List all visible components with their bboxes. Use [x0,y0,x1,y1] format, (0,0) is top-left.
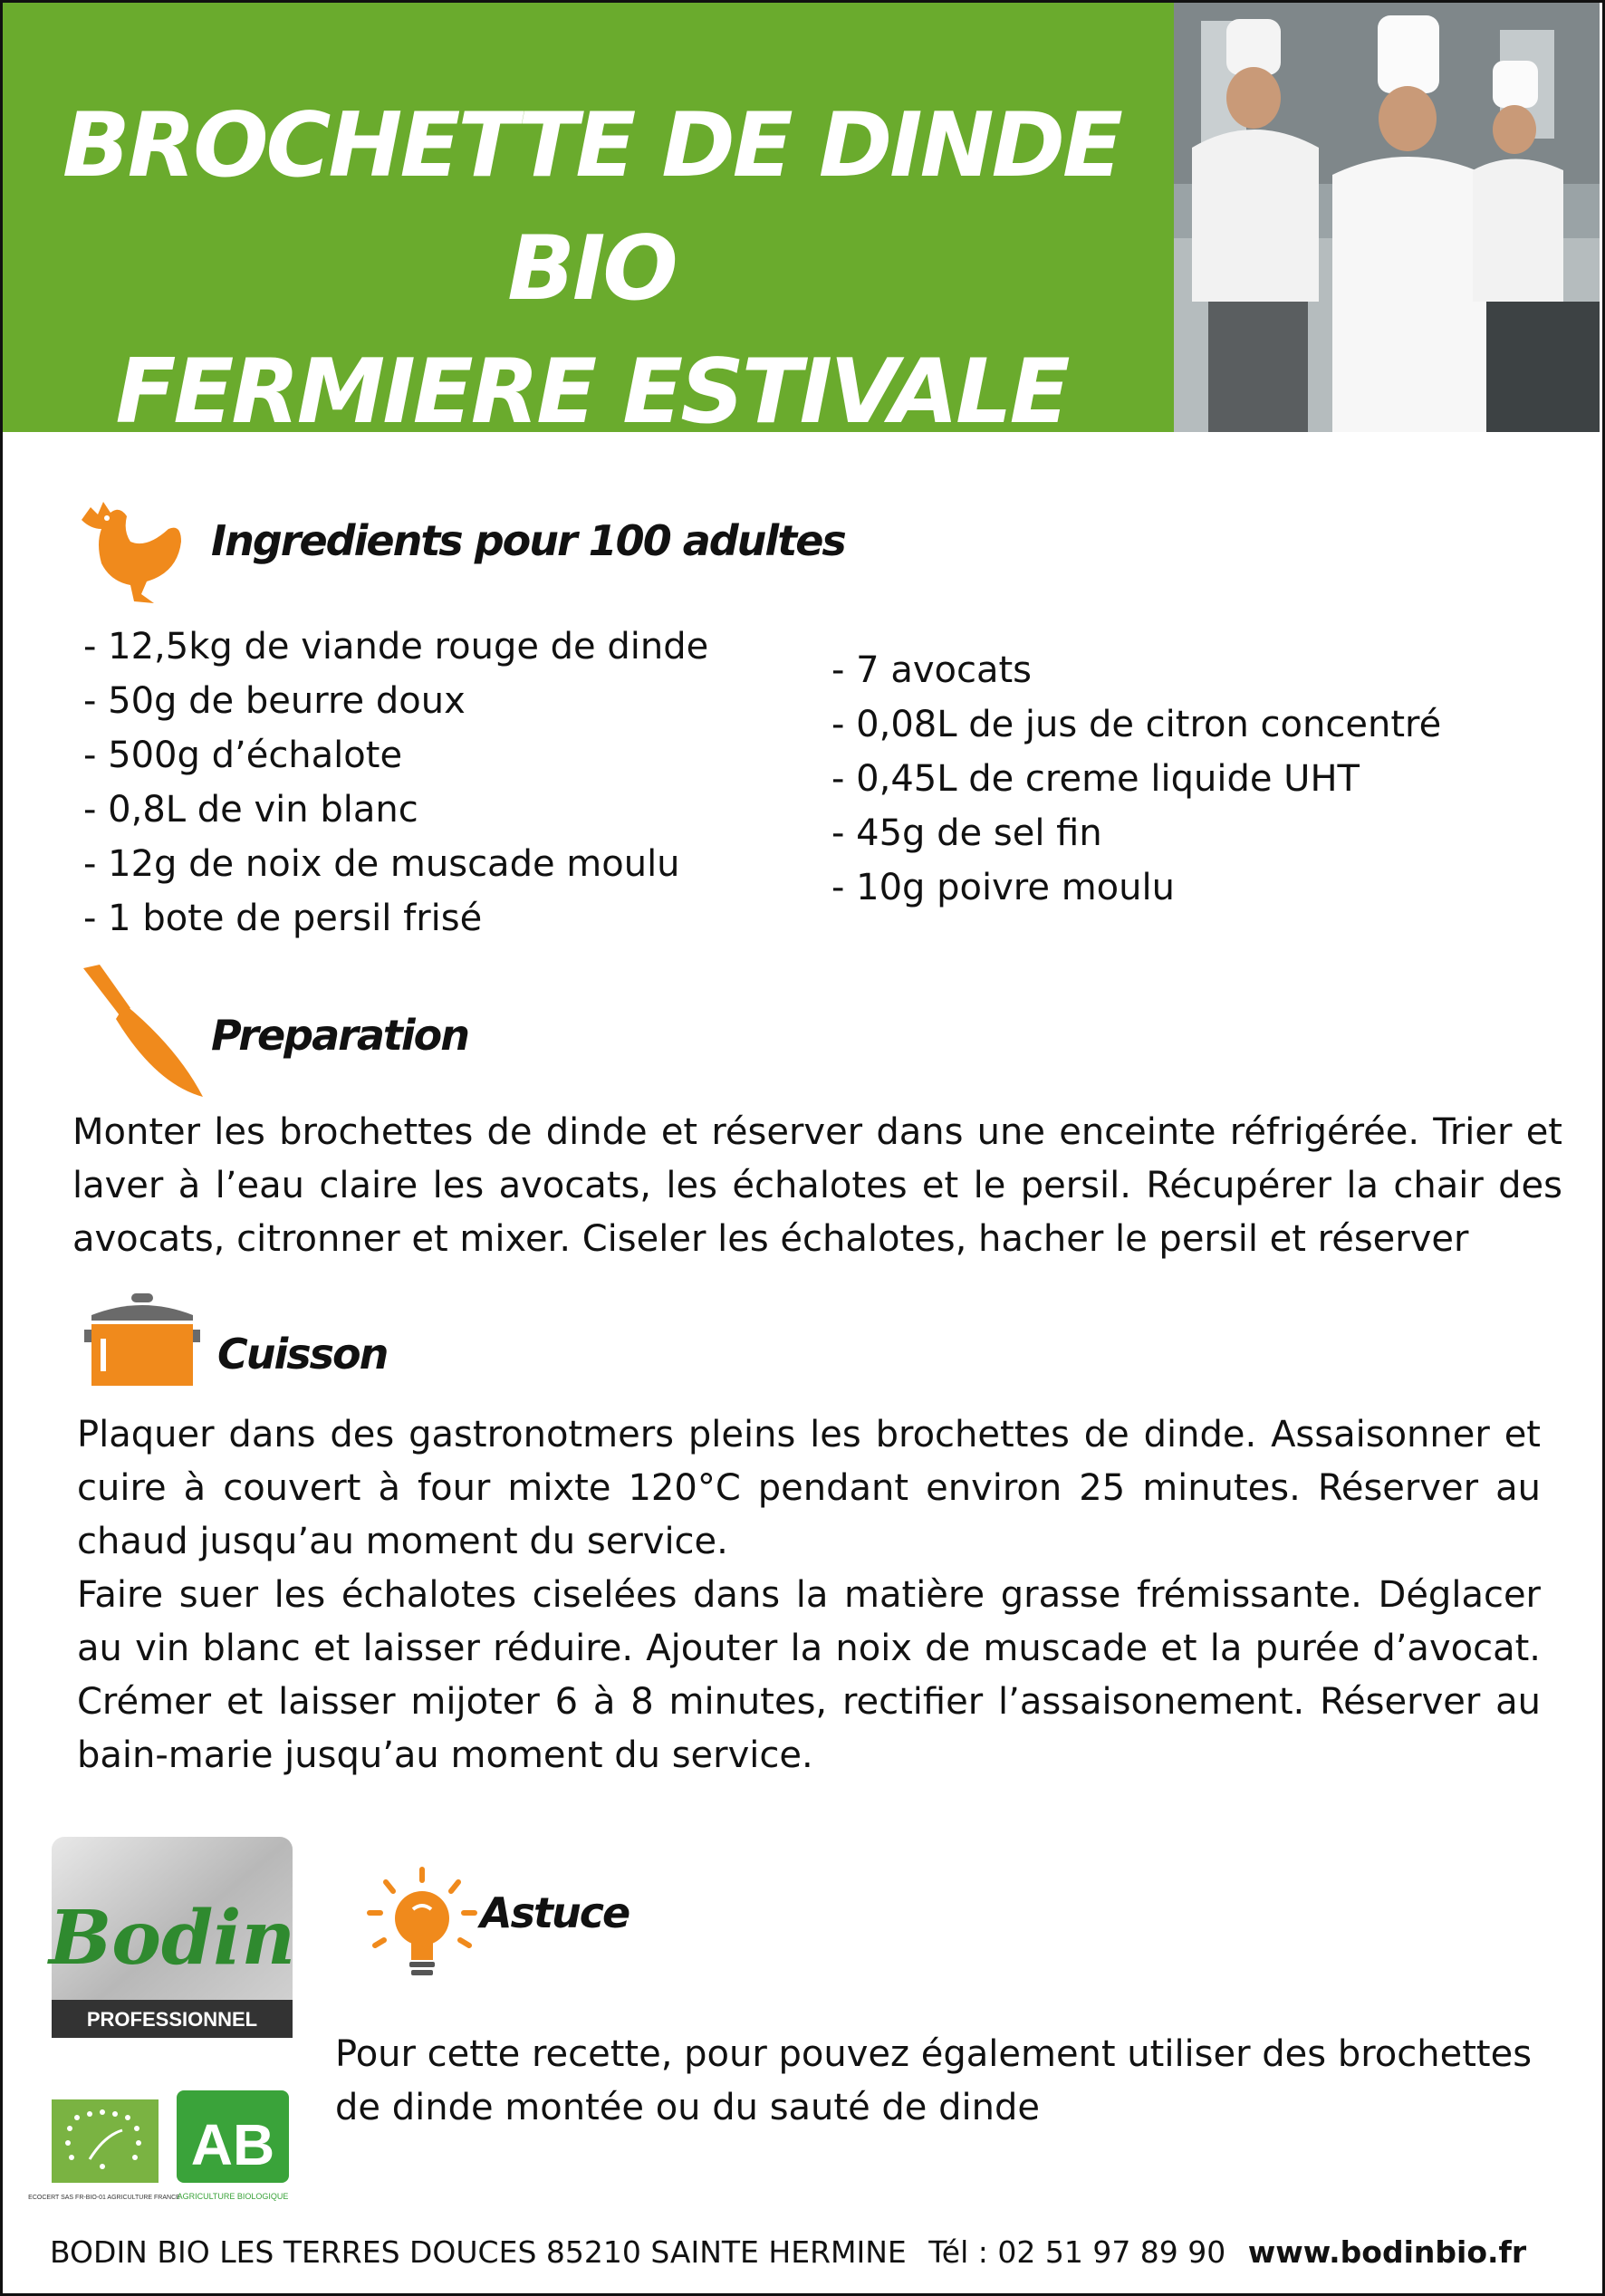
cuisson-paragraph-2: Faire suer les échalotes ciselées dans la matière grasse frémissante. Déglacer au vin blanc et laisser réduire. Ajouter la noix de muscade et la purée d’avocat. Crémer et laisser mijoter 6 à 8 minutes, rectifier l’assaisonement. Réserver au bain-marie jusqu’au moment du service. [77,1574,1541,1776]
ingredients-heading: Ingredients pour 100 adultes [211,516,845,565]
title-line-1: BROCHETTE DE DINDE BIO [62,94,1120,321]
eu-organic-label: ECOCERT SAS FR-BIO-01 AGRICULTURE FRANCE [28,2195,180,2201]
bodin-brand-text: Bodin [48,1895,296,1982]
title-banner [3,3,1174,444]
knife-icon [80,965,207,1100]
page-title [57,84,1126,454]
list-item: - 12,5kg de viande rouge de dinde [83,626,709,668]
footer-website: www.bodinbio.fr [1247,2234,1527,2270]
ab-logo-letters: AB [190,2112,275,2177]
list-item: - 500g d’échalote [83,735,403,776]
footer-address: BODIN BIO LES TERRES DOUCES 85210 SAINTE HERMINE [50,2234,907,2270]
list-item: - 50g de beurre doux [83,680,466,722]
cuisson-paragraph-1: Plaquer dans des gastronotmers pleins les brochettes de dinde. Assaisonner et cuire à couvert à four mixte 120°C pendant environ 25 minutes. Réserver au chaud jusqu’au moment du service. [77,1414,1541,1562]
preparation-heading: Preparation [211,1011,468,1060]
list-item: - 7 avocats [831,649,1032,691]
astuce-heading: Astuce [480,1888,630,1937]
chefs-photo [1174,3,1600,432]
footer-phone: Tél : 02 51 97 89 90 [928,2234,1226,2270]
cooking-pot-icon [84,1293,200,1388]
list-item: - 45g de sel fin [831,812,1102,854]
ab-logo-label: AGRICULTURE BIOLOGIQUE [177,2192,289,2201]
list-item: - 0,8L de vin blanc [83,789,418,831]
preparation-text: Monter les brochettes de dinde et réserver dans une enceinte réfrigérée. Trier et laver à l’eau claire les avocats, les échalotes et le persil. Récupérer la chair des avocats, citronner et mixer. Ciseler les échalotes, hacher le persil et réserver [72,1111,1562,1260]
cuisson-text [77,1408,1541,1782]
list-item: - 0,08L de jus de citron concentré [831,704,1442,745]
footer [50,2234,1571,2270]
ingredients-list-left [83,620,708,946]
lightbulb-icon [366,1866,479,1984]
title-line-2: FERMIERE ESTIVALE [115,341,1068,444]
list-item: - 12g de noix de muscade moulu [83,843,680,885]
astuce-text: Pour cette recette, pour pouvez également utiliser des brochettes de dinde montée ou du sauté de dinde [335,2033,1533,2128]
chicken-icon [71,487,187,607]
list-item: - 1 bote de persil frisé [83,898,483,939]
ingredients-list-right [831,643,1441,915]
bodin-logo [28,1837,296,2217]
list-item: - 10g poivre moulu [831,867,1175,908]
cuisson-heading: Cuisson [217,1330,388,1379]
bodin-tagline: PROFESSIONNEL [86,2008,258,2031]
list-item: - 0,45L de creme liquide UHT [831,758,1360,800]
